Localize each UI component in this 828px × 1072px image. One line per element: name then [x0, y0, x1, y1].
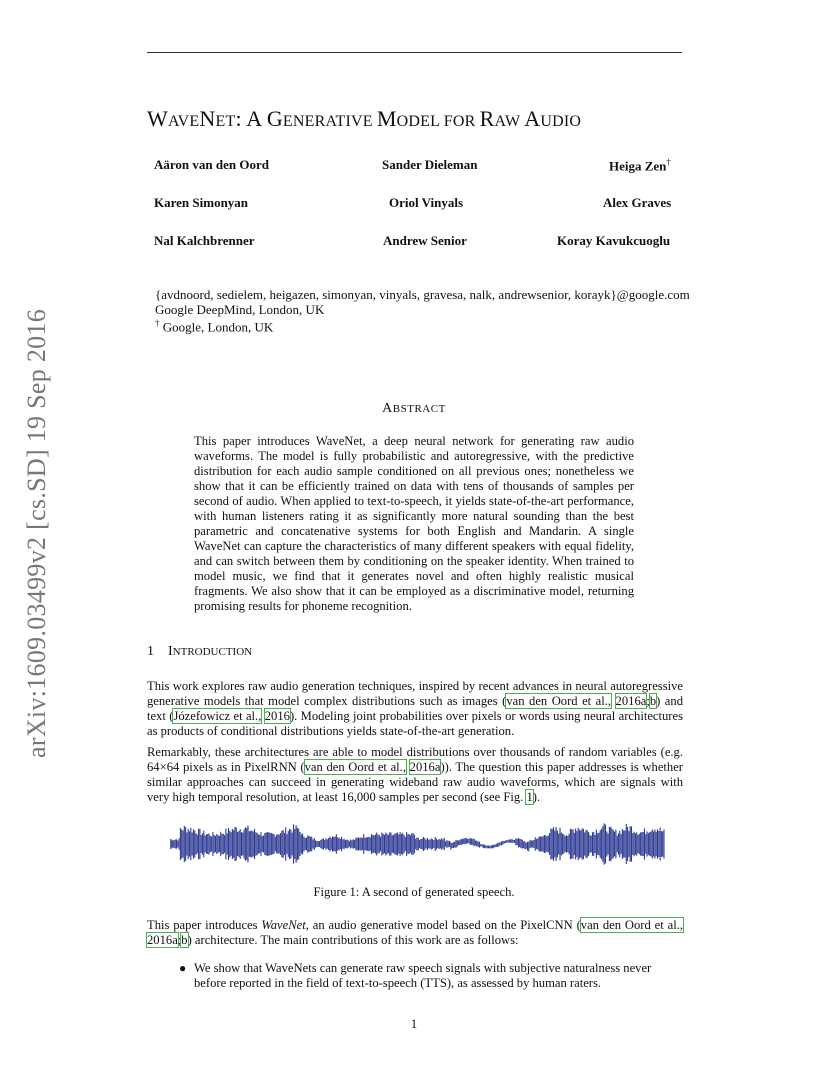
- citation-link[interactable]: b: [181, 933, 188, 947]
- paper-title: WAVENET: A GENERATIVE MODEL FOR RAW AUDIO: [147, 106, 582, 131]
- figure-reference-link[interactable]: 1: [526, 790, 533, 804]
- bullet-icon: ●: [179, 961, 187, 975]
- arxiv-identifier-stamp: arXiv:1609.03499v2 [cs.SD] 19 Sep 2016: [22, 308, 51, 758]
- affiliation-deepmind: Google DeepMind, London, UK: [155, 302, 325, 317]
- citation-link[interactable]: 2016a: [615, 694, 647, 708]
- author-name: Heiga Zen†: [609, 157, 671, 174]
- contribution-bullet: We show that WaveNets can generate raw speech signals with subjective naturalness never before reported in the field of text-to-speech (TTS), as assessed by human raters.: [194, 961, 652, 990]
- intro-paragraph-2: Remarkably, these architectures are able to model distributions over thousands of random variables (e.g. 64×64 pixels as in PixelRNN (van den Oord et al., 2016a)). The question this paper addresses is whether similar approaches can succeed in generating wideband raw audio waveforms, which are signals with very high temporal resolution, at least 16,000 samples per second (see Fig. 1).: [147, 745, 683, 804]
- generated-speech-waveform: [170, 820, 665, 870]
- citation-link[interactable]: van den Oord et al.,: [506, 694, 612, 708]
- citation-link[interactable]: van den Oord et al.,: [304, 760, 406, 774]
- abstract-text: This paper introduces WaveNet, a deep neural network for generating raw audio waveforms. The model is fully probabilistic and autoregressive, with the predictive distribution for each audio sample conditioned on all previous ones; nonetheless we show that it can be efficiently trained on data with tens of thousands of samples per second of audio. When applied to text-to-speech, it yields state-of-the-art performance, with human listeners rating it as significantly more natural sounding than the best parametric and concatenative systems for both English and Mandarin. A single WaveNet can capture the characteristics of many different speakers with equal fidelity, and can switch between them by conditioning on the speaker identity. When trained to model music, we find that it generates novel and often highly realistic musical fragments. We also show that it can be employed as a discriminative model, returning promising results for phoneme recognition.: [194, 434, 634, 613]
- author-name: Sander Dieleman: [382, 157, 478, 172]
- author-name: Karen Simonyan: [154, 195, 249, 210]
- citation-link[interactable]: 2016: [264, 709, 290, 723]
- intro-paragraph-1: This work explores raw audio generation techniques, inspired by recent advances in neural autoregressive generative models that model complex distributions such as images (van den Oord et al., 2016a;b) and text (Józefowicz et al., 2016). Modeling joint probabilities over pixels or words using neural architectures as products of conditional distributions yields state-of-the-art generation.: [147, 679, 683, 738]
- citation-link[interactable]: b: [649, 694, 657, 708]
- intro-paragraph-3: This paper introduces WaveNet, an audio generative model based on the PixelCNN (van den Oord et al., 2016a;b) architecture. The main contributions of this work are as follows:: [147, 918, 683, 947]
- citation-link[interactable]: 2016a: [147, 933, 178, 947]
- affiliation-google: † Google, London, UK: [155, 318, 274, 335]
- author-name: Koray Kavukcuoglu: [557, 233, 671, 248]
- author-name: Nal Kalchbrenner: [154, 233, 255, 248]
- author-name: Oriol Vinyals: [389, 195, 464, 210]
- citation-link[interactable]: van den Oord et al.,: [580, 918, 683, 932]
- author-name: Alex Graves: [603, 195, 672, 210]
- author-emails: {avdnoord, sedielem, heigazen, simonyan, vinyals, gravesa, nalk, andrewsenior, korayk}@google.com: [155, 287, 690, 302]
- figure-caption: Figure 1: A second of generated speech.: [313, 885, 515, 899]
- section-heading-introduction: 1 INTRODUCTION: [147, 644, 253, 659]
- citation-link[interactable]: 2016a: [409, 760, 441, 774]
- abstract-heading: ABSTRACT: [382, 401, 446, 416]
- top-rule: [147, 52, 682, 53]
- page-number: 1: [410, 1016, 418, 1031]
- author-name: Andrew Senior: [383, 233, 467, 248]
- author-name: Aäron van den Oord: [154, 157, 269, 172]
- citation-link[interactable]: Józefowicz et al.,: [173, 709, 262, 723]
